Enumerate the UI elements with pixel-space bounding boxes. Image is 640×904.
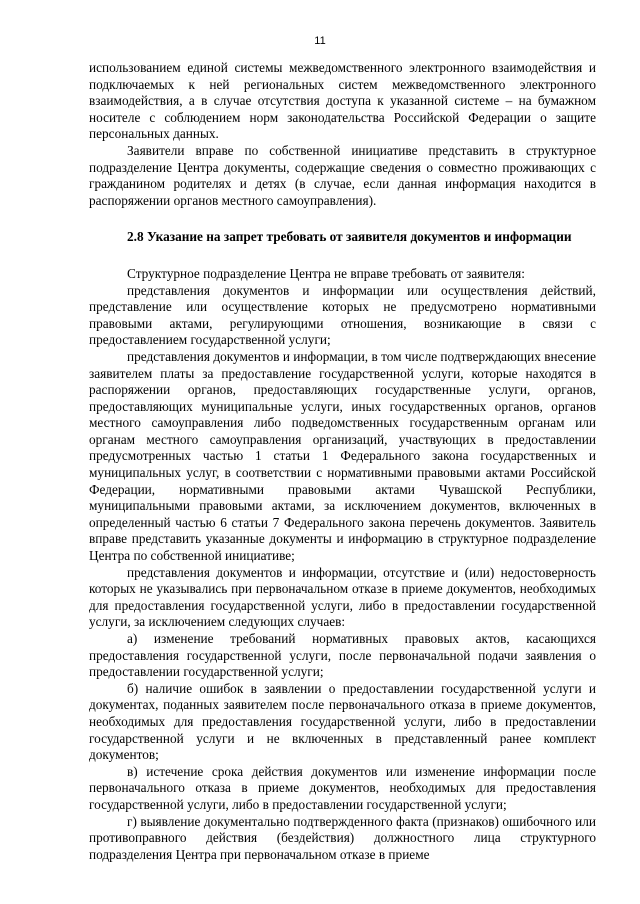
paragraph-applicant-initiative: Заявители вправе по собственной инициативе представить в структурное подразделение Центра документы, содержащие сведения о совместно проживающих с гражданином родителях и детях (в случае, если данная информация находится в распоряжении органов местного самоуправления). — [89, 142, 596, 208]
document-body — [89, 60, 596, 863]
paragraph-item: представления документов и информации, в том числе подтверждающих внесение заявителем платы за предоставление государственной услуги, которые находятся в распоряжении органов, предоставляющих государственные услуги, органов, предоставляющих муниципальные услуги, иных государственных органов, органов местного самоуправления либо подведомственных государственным органам или органам местного самоуправления организаций, участвующих в предоставлении предусмотренных частью 1 статьи 1 Федерального закона государственных и муниципальных услуг, в соответствии с нормативными правовыми актами Российской Федерации, нормативными правовыми актами Чувашской Республики, муниципальными правовыми актами, за исключением документов, включенных в определенный частью 6 статьи 7 Федерального закона перечень документов. Заявитель вправе представить указанные документы и информацию в структурное подразделение Центра по собственной инициативе; — [89, 348, 596, 564]
paragraph-item: представления документов и информации или осуществления действий, представление или осуществление которых не предусмотрено нормативными правовыми актами, регулирующими отношения, возникающие в связи с предоставлением государственной услуги; — [89, 282, 596, 348]
paragraph-item: представления документов и информации, отсутствие и (или) недостоверность которых не указывались при первоначальном отказе в приеме документов, необходимых для предоставления государственной услуги, либо в предоставлении государственной услуги, за исключением следующих случаев: — [89, 564, 596, 630]
paragraph-intro: Структурное подразделение Центра не вправе требовать от заявителя: — [127, 265, 525, 281]
page-number: 11 — [314, 35, 326, 47]
paragraph-subitem-b: б) наличие ошибок в заявлении о предоставлении государственной услуги и документах, поданных заявителем после первоначального отказа в приеме документов, необходимых для предоставления государственной услуги, либо в предоставлении государственной услуги и не включенных в представленный ранее комплект документов; — [89, 680, 596, 763]
paragraph-subitem-a: а) изменение требований нормативных правовых актов, касающихся предоставления государственной услуги, после первоначальной подачи заявления о предоставлении государственной услуги; — [89, 631, 596, 680]
paragraph-subitem-v: в) истечение срока действия документов или изменение информации после первоначального отказа в приеме документов, необходимых для предоставления государственной услуги, либо в предоставлении государственной услуги; — [89, 763, 596, 812]
paragraph-subitem-g: г) выявление документально подтвержденного факта (признаков) ошибочного или противоправного действия (бездействия) должностного лица структурного подразделения Центра при первоначальном отказе в приеме — [89, 813, 596, 862]
paragraph-continuation: использованием единой системы межведомственного электронного взаимодействия и подключаемых к ней региональных систем межведомственного электронного взаимодействия, а в случае отсутствия доступа к указанной системе – на бумажном носителе с соблюдением норм законодательства Российской Федерации о защите персональных данных. — [89, 60, 596, 142]
section-heading: 2.8 Указание на запрет требовать от заявителя документов и информации — [127, 229, 572, 245]
